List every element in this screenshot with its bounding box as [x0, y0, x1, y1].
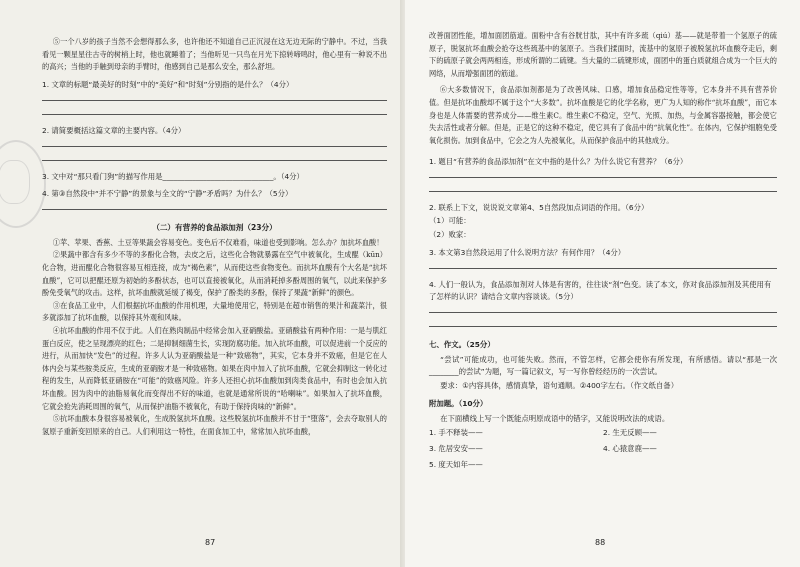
article-paragraph-4: ④抗坏血酸的作用不仅于此。人们在熟肉制品中经常会加入亚硝酸盐。亚硝酸盐有两种作用：一是与肌红蛋白反应，使之呈现漂亮的红色；二是抑制细菌生长，实现防腐功能。加入抗坏血酸，可以促进前一个反应的进行，从而加快“发色”的过程。许多人认为亚硝酸盐是一种“致癌物”，其实，它本身并不致癌，但是它在人体内会与某些胺类反应，生成的亚硝胺才是一种致癌物。如果在肉中加入了抗坏血酸，它就会抑制这一转化过程的发生，从而降低亚硝胺在“可能”的致癌风险。许多人还担心抗坏血酸加到肉类食品中，有时也会加入抗坏血酸。因为肉中的油脂易氧化而变得出不好的味道，也就是通常所说的“哈喇味”。如果加入了抗坏血酸，它就会抢先消耗周围的氧气，从而保护油脂不被氧化，有助于保持肉味的“新鲜”。: [42, 325, 388, 411]
answer-line: [429, 177, 777, 178]
right-column: [429, 30, 777, 473]
idiom-item: 2. 生无反顾——: [603, 428, 657, 438]
question-2-part-1: （1）可能：: [429, 216, 471, 226]
idiom-item: 3. 危居安安——: [429, 444, 483, 454]
composition-prompt: “尝试”可能成功，也可能失败。然而，不管怎样，它都会使你有所发现，有所感悟。请以“那是一次________的尝试”为题，写一篇记叙文，写一写你曾经经历的一次尝试。: [429, 355, 777, 377]
answer-line: [429, 312, 777, 313]
article-paragraph-3: ③在食品工业中，人们根据抗坏血酸的作用机理，大量地使用它，特别是在超市销售的果汁和蔬菜汁，很多就添加了抗坏血酸，以保持其外观和风味。: [42, 300, 387, 323]
idiom-item: 4. 心猿意鹿——: [603, 444, 657, 454]
question-2: 2. 请简要概括这篇文章的主要内容。（4分）: [42, 125, 186, 135]
question-1: 1. 题目“有营养的食品添加剂”在文中指的是什么？为什么说它有营养？（6分）: [429, 157, 688, 167]
right-page: [405, 0, 800, 567]
page-number: 88: [595, 538, 606, 547]
idiom-list: [429, 425, 777, 473]
bonus-heading: 附加题。（10分）: [429, 399, 488, 409]
answer-line: [429, 326, 777, 327]
composition-requirements: 要求：①内容具体，感情真挚，语句通顺。②400字左右。（作文纸自备）: [440, 381, 679, 391]
article-paragraph-5-cont: 改善面团性能，增加面团筋道。面粉中含有谷胱甘肽，其中有许多巯（qiú）基——就是带着一个氢原子的硫原子，脱氢抗坏血酸会抢夺这些巯基中的氢原子。当我们揉面时，流基中的氢原子被脱氢抗坏血酸夺走后，剩下的硫原子就会两两相连，形成所谓的二硫键。当大量的二硫键形成，面团中的蛋白质就组合成为一个巨大的网络，从而增强面团的筋道。: [429, 31, 777, 78]
answer-line: [42, 146, 387, 147]
answer-line: [429, 191, 777, 192]
watermark-stamp: [0, 140, 46, 228]
article-paragraph-5: ⑤抗坏血酸本身很容易被氧化，生成脱氢抗坏血酸。这些脱氢抗坏血酸并不甘于“堕落”，会去夺取别人的氢原子重新变回原来的自己。人们利用这一特性，在面食加工中，常常加入抗坏血酸，: [42, 414, 387, 436]
section-title: （二）有营养的食品添加剂（23分）: [152, 222, 277, 232]
answer-line: [42, 160, 387, 161]
answer-line: [429, 268, 777, 269]
answer-line: [42, 114, 387, 115]
left-column: [42, 36, 387, 438]
question-3: 3. 文中对“那只看门狗”的描写作用是______________________________。（4分）: [42, 171, 304, 181]
paragraph-5: ⑤一个八岁的孩子当然不会想得那么多，也许他还不知道自己正沉浸在这无边无际的宁静中。不过，当我看见一颗星星往古寺的树梢上时，他也就睡着了；当他听见一只鸟在月光下掠转啼鸣时，他心里有一种说不出的高兴；当他的手触到母亲的手臂时，他感到自己是那么安全，那么舒坦。: [42, 37, 388, 72]
answer-line: [42, 100, 387, 101]
composition-heading: 七、作文。（25分）: [429, 340, 495, 350]
page-number: 87: [205, 538, 216, 547]
bonus-question: 在下面横线上写一个既能点明原成语中的错字，又能说明改法的成语。: [440, 414, 670, 424]
question-1: 1. 文章的标题“最美好的时刻”中的“美好”和“时刻”分别指的是什么？（4分）: [42, 79, 294, 89]
article-paragraph-6: ⑥大多数情况下，食品添加剂都是为了改善风味、口感，增加食品稳定性等等，它本身并不具有营养价值。但是抗坏血酸却不属于这个“大多数”。抗坏血酸是它的化学名称，更广为人知的称作“抗坏血酸”，而它本身也是人体需要的营养成分——维生素C。维生素C不稳定，空气、光照、加热，与金属容器接触，都会使它失去活性或者分解。但是，正是它的这种不稳定，使它具有了食品中的“抗氧化性”。在体内，它保护细胞免受氧化损伤。加到食品中，它会之为人先被氧化，从而保护食品中的其他成分。: [429, 85, 777, 145]
article-paragraph-2: ②果蔬中都含有多少不等的多酚化合物，去皮之后，这些化合物就暴露在空气中被氧化，生成醌（kūn）化合物，进而醌化合物很容易互相连接，成为“褐色素”，从而使这些食物变色。而抗坏血酸有个大名是“抗坏血酸”，它可以把醌还原为初始的多酚状态，也可以直接被氧化，从而消耗掉多酚周围的氧气，以此来保护多酚免受氧气的攻击。这样，抗坏血酸就延缓了褐变，保护了酚类的多酚，保持了果蔬“新鲜”的颜色。: [42, 250, 387, 298]
idiom-item: 1. 手不释装——: [429, 428, 483, 438]
question-2: 2. 联系上下文，说说说文章第4、5自然段加点词语的作用。（6分）: [429, 203, 649, 213]
question-2-part-2: （2）败家：: [429, 230, 471, 240]
idiom-item: 5. 度天如年——: [429, 460, 483, 470]
question-4: 4. 第③自然段中“并不宁静”的景象与全文的“宁静”矛盾吗？为什么？（5分）: [42, 188, 293, 198]
article-paragraph-1: ①苹、苹果、香蕉、土豆等果蔬会容易变色。变色后不仅难看，味道也受到影响。怎么办？加抗坏血酸！: [52, 237, 384, 247]
answer-line: [42, 209, 387, 210]
question-4: 4. 人们一般认为，食品添加剂对人体是有害的，往往谈“剂”色变。读了本文，你对食品添加剂及其使用有了怎样的认识？请结合文章内容谈谈。（5分）: [429, 280, 772, 302]
question-3: 3. 本文第3自然段运用了什么说明方法？有何作用？（4分）: [429, 248, 626, 258]
